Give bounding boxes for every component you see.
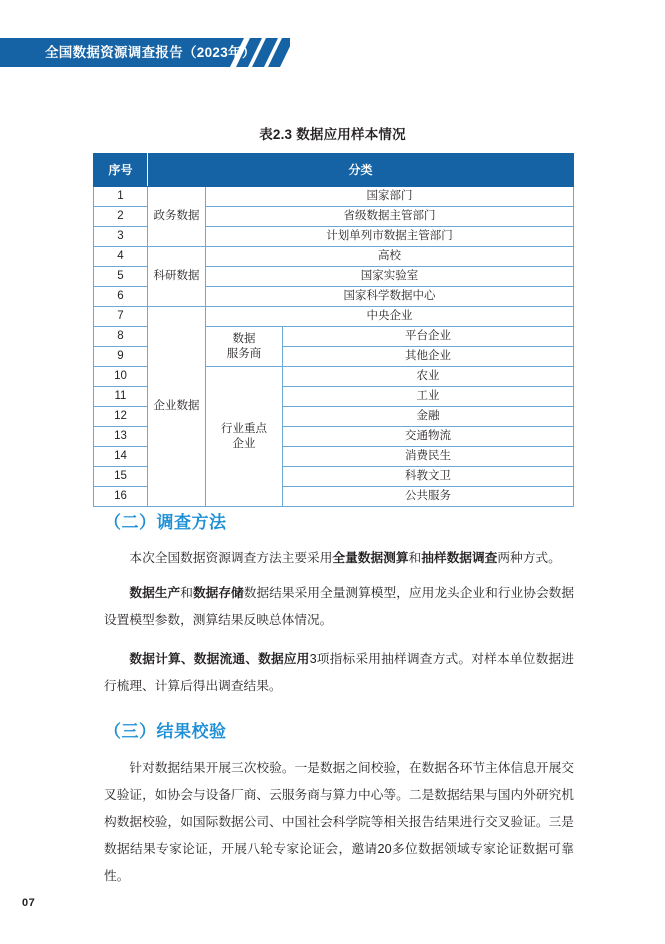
row-no: 16 bbox=[94, 487, 148, 507]
row-no: 14 bbox=[94, 447, 148, 467]
row-no: 7 bbox=[94, 307, 148, 327]
sub-group-line1: 行业重点 bbox=[221, 423, 267, 436]
row-no: 9 bbox=[94, 347, 148, 367]
row-item: 科教文卫 bbox=[283, 467, 574, 487]
data-application-sample-table bbox=[93, 153, 574, 507]
sub-group-label-service-provider bbox=[206, 327, 283, 367]
paragraph-survey-method-3 bbox=[104, 646, 574, 700]
row-no: 8 bbox=[94, 327, 148, 347]
row-item: 交通物流 bbox=[283, 427, 574, 447]
emphasis-text: 全量数据测算 bbox=[332, 551, 409, 565]
row-no: 5 bbox=[94, 267, 148, 287]
row-item: 农业 bbox=[283, 367, 574, 387]
column-header-no: 序号 bbox=[94, 154, 148, 187]
table-row bbox=[94, 187, 574, 207]
row-no: 6 bbox=[94, 287, 148, 307]
body-text: 数据结果采用全量测算模型，应用龙头企业和行业协会数据设置模型参数，测算结果反映总体情况。 bbox=[104, 586, 575, 627]
body-text: 针对数据结果开展三次校验。一是数据之间校验，在数据各环节主体信息开展交叉验证，如协会与设备厂商、云服务商与算力中心等。二是数据结果与国内外研究机构数据校验，如国际数据公司、中国社会科学院等相关报告结果进行交叉验证。三是数据结果专家论证，开展八轮专家论证会，邀请20多位数据领域专家论证数据可靠性。 bbox=[104, 761, 574, 883]
sub-group-line1: 数据 bbox=[232, 333, 256, 346]
sub-group-line2: 企业 bbox=[232, 437, 256, 450]
row-item: 平台企业 bbox=[283, 327, 574, 347]
row-item: 工业 bbox=[283, 387, 574, 407]
sub-group-label-key-industry bbox=[206, 367, 283, 507]
row-no: 15 bbox=[94, 467, 148, 487]
row-no: 11 bbox=[94, 387, 148, 407]
row-no: 10 bbox=[94, 367, 148, 387]
row-item: 高校 bbox=[206, 247, 574, 267]
paragraph-survey-method-2 bbox=[104, 580, 574, 634]
group-label-government: 政务数据 bbox=[148, 187, 206, 247]
body-text: 和 bbox=[180, 586, 193, 600]
row-no: 3 bbox=[94, 227, 148, 247]
emphasis-text: 数据存储 bbox=[192, 586, 244, 600]
row-item: 公共服务 bbox=[283, 487, 574, 507]
row-item: 其他企业 bbox=[283, 347, 574, 367]
group-label-enterprise: 企业数据 bbox=[148, 307, 206, 507]
running-header-title: 全国数据资源调查报告（2023年） bbox=[45, 45, 256, 60]
group-label-research: 科研数据 bbox=[148, 247, 206, 307]
row-item: 国家实验室 bbox=[206, 267, 574, 287]
row-no: 2 bbox=[94, 207, 148, 227]
table-row bbox=[94, 247, 574, 267]
body-text: 两种方式。 bbox=[497, 551, 561, 565]
page-number: 07 bbox=[22, 897, 36, 909]
row-item: 中央企业 bbox=[206, 307, 574, 327]
row-item: 省级数据主管部门 bbox=[206, 207, 574, 227]
emphasis-text: 抽样数据调查 bbox=[421, 551, 498, 565]
row-item: 消费民生 bbox=[283, 447, 574, 467]
running-header bbox=[0, 38, 290, 67]
row-item: 计划单列市数据主管部门 bbox=[206, 227, 574, 247]
body-text: 3项指标采用抽样调查方式。对样本单位数据进行梳理、计算后得出调查结果。 bbox=[104, 652, 574, 693]
body-text: 本次全国数据资源调查方法主要采用 bbox=[129, 551, 333, 565]
body-text: 和 bbox=[408, 551, 422, 565]
row-item: 国家科学数据中心 bbox=[206, 287, 574, 307]
row-no: 1 bbox=[94, 187, 148, 207]
section-heading-survey-method: （二）调查方法 bbox=[104, 513, 227, 532]
row-item: 金融 bbox=[283, 407, 574, 427]
row-no: 12 bbox=[94, 407, 148, 427]
section-heading-result-verification: （三）结果校验 bbox=[104, 722, 227, 741]
row-item: 国家部门 bbox=[206, 187, 574, 207]
table-caption: 表2.3 数据应用样本情况 bbox=[259, 127, 406, 142]
paragraph-result-verification-1 bbox=[104, 755, 574, 890]
table-header-row bbox=[94, 154, 574, 187]
table-row bbox=[94, 307, 574, 327]
paragraph-survey-method-1 bbox=[104, 545, 574, 572]
sub-group-line2: 服务商 bbox=[226, 347, 262, 360]
emphasis-text: 数据计算、数据流通、数据应用 bbox=[129, 652, 310, 666]
column-header-category: 分类 bbox=[148, 154, 574, 187]
row-no: 4 bbox=[94, 247, 148, 267]
emphasis-text: 数据生产 bbox=[129, 586, 181, 600]
row-no: 13 bbox=[94, 427, 148, 447]
